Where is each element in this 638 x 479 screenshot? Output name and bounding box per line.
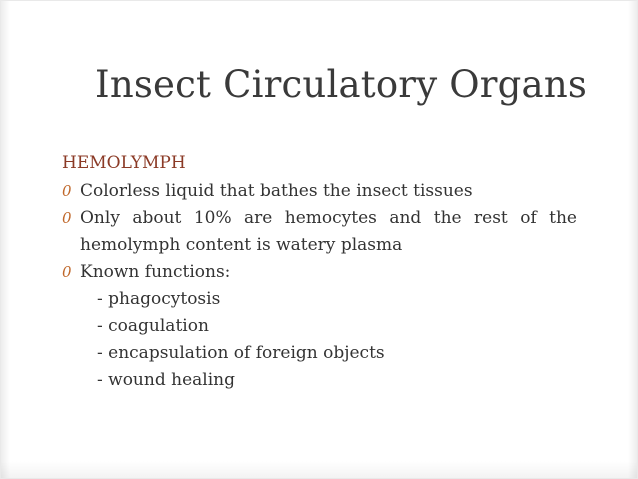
function-item: - phagocytosis: [97, 289, 221, 309]
bullet-marker: 0: [62, 263, 72, 281]
bullet-item: [62, 178, 577, 205]
bullet-text: Only about 10% are hemocytes and the rest of the hemolymph content is watery plasma: [80, 208, 577, 255]
function-item: - coagulation: [97, 316, 209, 336]
slide-title: Insect Circulatory Organs: [95, 63, 588, 106]
slide-body: [62, 150, 577, 394]
bullet-text: Colorless liquid that bathes the insect tissues: [80, 181, 473, 201]
bullet-marker: 0: [62, 209, 72, 227]
bullet-item: [62, 259, 577, 286]
bullet-marker: 0: [62, 182, 72, 200]
function-item: - encapsulation of foreign objects: [97, 343, 385, 363]
section-heading: HEMOLYMPH: [62, 153, 186, 173]
bullet-item: [62, 205, 577, 259]
function-item: - wound healing: [97, 370, 235, 390]
bullet-text: Known functions:: [80, 262, 231, 282]
